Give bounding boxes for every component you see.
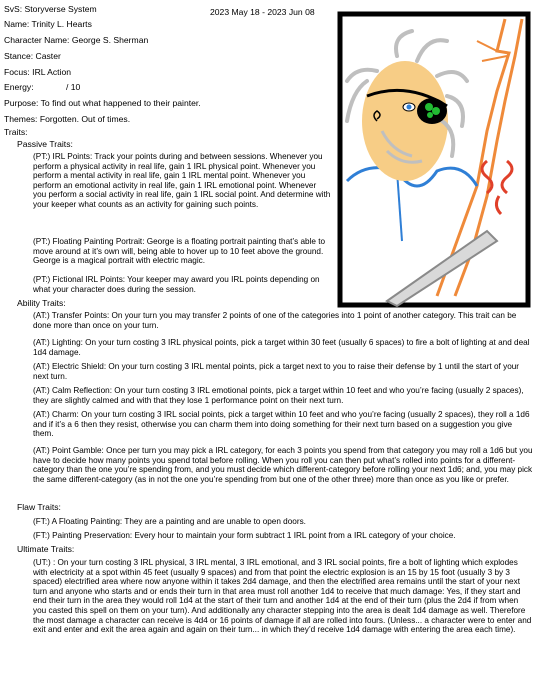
trait-text: (AT:) Transfer Points: On your turn you may transfer 2 points of one of the categories into 1 point of another category. This trait can be done more than once on your turn. <box>33 311 517 330</box>
trait-text: (PT:) IRL Points: Track your points during and between sessions. Whenever you perform a physical activity in real life, gain 1 IRL physical point. Whenever you perform a mental activity in real life, gain 1 IRL mental point. Whenever you perform an emotional activity in real life, gain 1 IRL emotional point. Whenever you perform a social activity in real life, gain 1 IRL social point. And determine with your keeper what counts as an activity for gaining such points. <box>33 152 331 209</box>
stance: Stance: Caster <box>4 51 61 61</box>
painting-frame <box>337 11 531 308</box>
date-range: 2023 May 18 - 2023 Jun 08 <box>210 7 315 17</box>
ability-traits-heading: Ability Traits: <box>17 298 66 308</box>
focus: Focus: IRL Action <box>4 67 72 77</box>
player-name: Name: Trinity L. Hearts <box>4 19 92 29</box>
passive-trait-fictional-points <box>33 275 331 294</box>
ability-trait-lighting <box>33 338 533 357</box>
purpose: Purpose: To find out what happened to their painter. <box>4 98 201 108</box>
trait-text: (PT:) Floating Painting Portrait: George is a floating portrait painting that’s able to move around at it’s own will, being able to hover up to 10 feet above the ground. George is a magical portrait with electric magic. <box>33 237 326 266</box>
flaw-trait-painting-preservation <box>33 531 533 541</box>
trait-text: (PT:) Fictional IRL Points: Your keeper may award you IRL points depending on what your character does during the session. <box>33 275 320 294</box>
ability-trait-point-gamble <box>33 446 533 484</box>
passive-traits-heading: Passive Traits: <box>17 139 73 149</box>
system-title: SvS: Storyverse System <box>4 4 97 14</box>
passive-trait-floating-portrait <box>33 237 331 266</box>
ultimate-trait-lightning-explosion <box>33 558 533 635</box>
eye-patch-gem <box>427 112 433 118</box>
character-name: Character Name: George S. Sherman <box>4 35 149 45</box>
energy-label: Energy: <box>4 82 34 92</box>
ability-trait-transfer-points <box>33 311 533 330</box>
eye-patch-gem <box>432 107 440 115</box>
trait-text: (UT:) : On your turn costing 3 IRL physical, 3 IRL mental, 3 IRL emotional, and 3 IRL social points, fire a bolt of lighting which explodes with electricity at a spot within 45 feet (usually 9 spaces) and from that point the electric explosion is an 15 by 15 foot (usually 3 by 3 spaced) electrified area where now anyone within it takes 2d4 damage, and then the electrified area remains until the start of your next turn and anyone who starts and or ends their turn in that area must roll another 1d4 to receive that much damage: Yes, if they start and end their turn in the area they would roll 1d4 at the start of their turn and another 1d4 at the end of their turn (plus the 2d4 if from when you casted this spell on them on your turn). And additionally any character stepping into the area is dealt 1d4 damage as well. Therefore the most damage a character can receive is 4d4 or 16 points of damage if all are rolled into fours. (Unless... a character were to enter and exit and enter and exit the area again and again on their turn... in which they’d receive 1d4 damage with entering the area each time). <box>33 558 532 635</box>
energy-max: / 10 <box>66 82 81 92</box>
eye-iris <box>407 105 412 110</box>
passive-trait-irl-points <box>33 152 331 210</box>
traits-heading: Traits: <box>4 127 28 137</box>
trait-text: (FT:) Painting Preservation: Every hour to maintain your form subtract 1 IRL point from a IRL category of your choice. <box>33 531 456 540</box>
ability-trait-electric-shield <box>33 362 533 381</box>
trait-text: (FT:) A Floating Painting: They are a painting and are unable to open doors. <box>33 517 306 526</box>
themes: Themes: Forgotten. Out of times. <box>4 114 131 124</box>
ability-trait-charm <box>33 410 533 439</box>
energy-line <box>4 82 124 93</box>
flaw-traits-heading: Flaw Traits: <box>17 502 61 512</box>
trait-text: (AT:) Lighting: On your turn costing 3 IRL physical points, pick a target within 30 feet (usually 6 spaces) to fire a bolt of lighting at and deal 1d4 damage. <box>33 338 530 357</box>
ability-trait-calm-reflection <box>33 386 533 405</box>
flaw-trait-floating-painting <box>33 517 533 527</box>
trait-text: (AT:) Calm Reflection: On your turn costing 3 IRL emotional points, pick a target within 10 feet and who you’re facing (usually 2 spaces), they are slightly calmed and with that they lose 1 performance point on their next turn. <box>33 386 524 405</box>
trait-text: (AT:) Point Gamble: Once per turn you may pick a IRL category, for each 3 points you spend from that category you may roll a 1d6 but you have to decide how many points you spend total before rolling. When you roll you can then put what’s rolled into points for a different-category than the one you’re spending from, and you must decide which different-category before rolling your next 1d6; and, you may pick the same different-category (as in not the one you’re spending from but one of the other three) more than once as you like or prefer. <box>33 446 533 484</box>
trait-text: (AT:) Electric Shield: On your turn costing 3 IRL mental points, pick a target next to you to raise their defense by 1 until the start of your next turn. <box>33 362 520 381</box>
ultimate-traits-heading: Ultimate Traits: <box>17 544 75 554</box>
trait-text: (AT:) Charm: On your turn costing 3 IRL social points, pick a target within 10 feet and who you’re facing (usually 2 spaces), they roll a 1d6 and if it’s a 6 then they resist, otherwise you can charm them into doing something for their next turn based on a suggestion you give them. <box>33 410 530 439</box>
eye-patch-gem <box>425 103 433 111</box>
